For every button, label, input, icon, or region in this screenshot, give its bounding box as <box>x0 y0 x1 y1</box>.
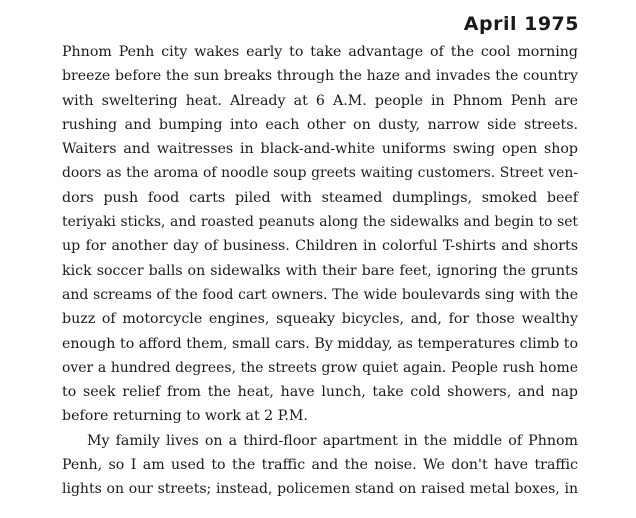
body-text <box>62 40 578 502</box>
text-line: with sweltering heat. Already at 6 A.M. people in Phnom Penh are <box>62 92 578 109</box>
text-line: Waiters and waitresses in black-and-white uniforms swing open shop <box>62 141 578 158</box>
chapter-heading: April 1975 <box>463 13 579 35</box>
text-line: Penh, so I am used to the traffic and the noise. We don't have traffic <box>62 457 578 474</box>
text-line: over a hundred degrees, the streets grow quiet again. People rush home <box>62 359 578 376</box>
text-line: enough to afford them, small cars. By midday, as temperatures climb to <box>62 335 578 352</box>
text-line: My family lives on a third-floor apartment in the middle of Phnom <box>87 432 578 449</box>
text-line: breeze before the sun breaks through the haze and invades the country <box>62 68 578 85</box>
text-line: lights on our streets; instead, policemen stand on raised metal boxes, in <box>62 481 578 498</box>
text-line: buzz of motorcycle engines, squeaky bicycles, and, for those wealthy <box>62 311 578 328</box>
text-line: kick soccer balls on sidewalks with their bare feet, ignoring the grunts <box>62 262 578 279</box>
text-line: dors push food carts piled with steamed dumplings, smoked beef <box>62 189 578 206</box>
text-line: Phnom Penh city wakes early to take advantage of the cool morning <box>62 44 578 60</box>
text-line: up for another day of business. Children in colorful T-shirts and shorts <box>62 238 578 255</box>
text-line: to seek relief from the heat, have lunch, take cold showers, and nap <box>62 384 578 401</box>
text-line: rushing and bumping into each other on dusty, narrow side streets. <box>62 116 578 133</box>
text-line: teriyaki sticks, and roasted peanuts along the sidewalks and begin to set <box>62 214 578 231</box>
text-line: before returning to work at 2 P.M. <box>62 408 308 425</box>
paragraph-1 <box>62 40 578 429</box>
text-line: and screams of the food cart owners. The wide boulevards sing with the <box>62 286 578 303</box>
text-line: doors as the aroma of noodle soup greets waiting customers. Street ven- <box>62 165 578 182</box>
paragraph-2 <box>62 429 578 502</box>
